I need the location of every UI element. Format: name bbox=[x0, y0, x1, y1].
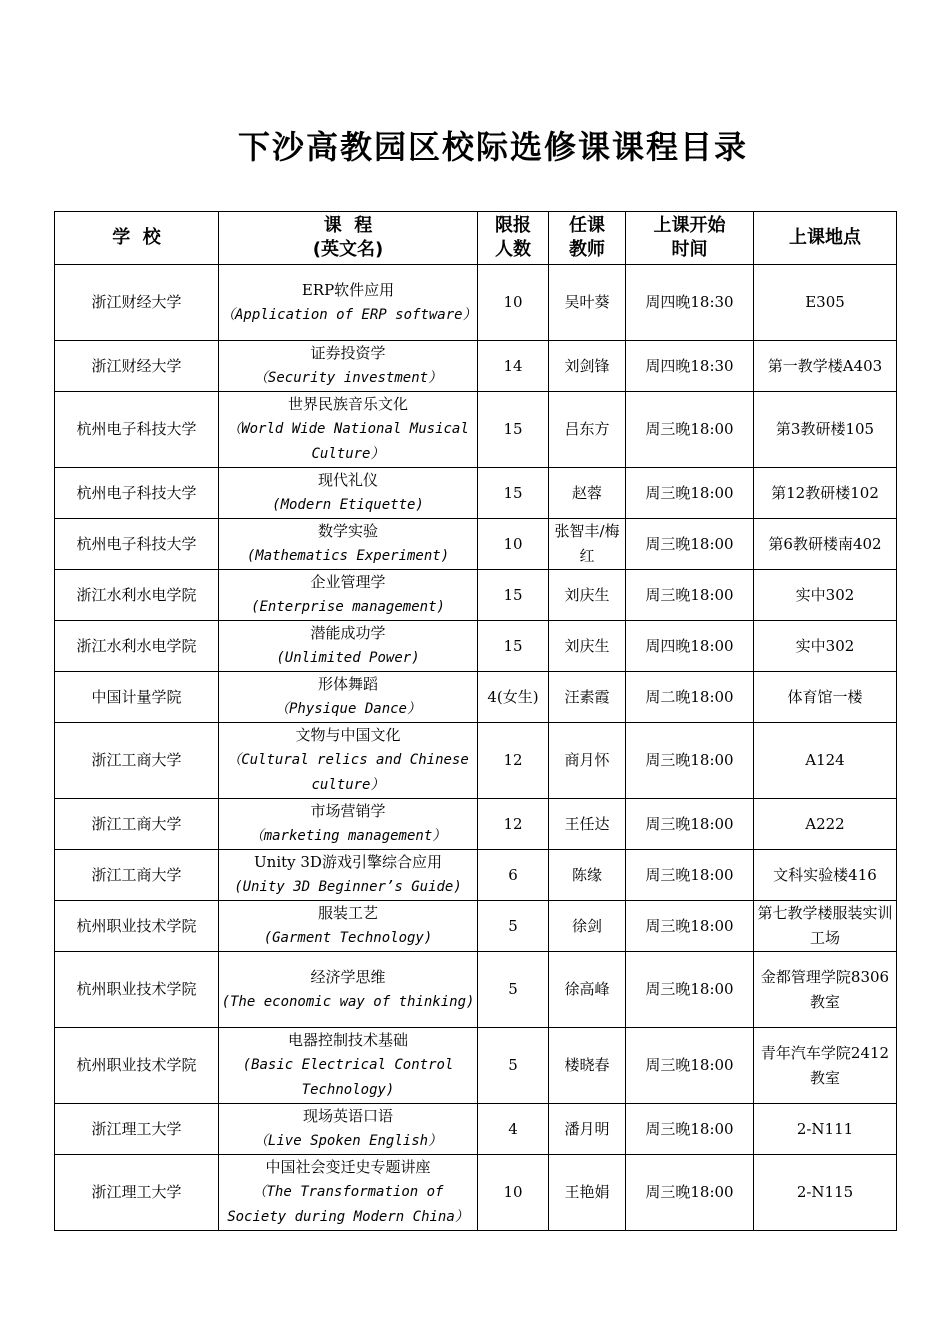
header-limit bbox=[478, 212, 549, 265]
header-course bbox=[219, 212, 478, 265]
location-cell: 金都管理学院8306教室 bbox=[754, 952, 897, 1028]
course-cell bbox=[219, 799, 478, 850]
limit-cell: 15 bbox=[478, 570, 549, 621]
limit-cell: 10 bbox=[478, 265, 549, 341]
location-cell: 2-N111 bbox=[754, 1104, 897, 1155]
course-name-cn: 企业管理学 bbox=[310, 573, 386, 591]
time-cell: 周三晚18:00 bbox=[626, 1028, 754, 1104]
course-name-en: （marketing management） bbox=[249, 828, 447, 844]
table-row bbox=[55, 341, 897, 392]
school-cell: 浙江理工大学 bbox=[55, 1104, 219, 1155]
course-name-cn: 服装工艺 bbox=[317, 904, 378, 922]
time-cell: 周三晚18:00 bbox=[626, 570, 754, 621]
time-cell: 周三晚18:00 bbox=[626, 1155, 754, 1231]
table-row bbox=[55, 672, 897, 723]
teacher-cell: 潘月明 bbox=[549, 1104, 626, 1155]
course-name-en: （Physique Dance） bbox=[274, 701, 421, 717]
table-row bbox=[55, 952, 897, 1028]
school-cell: 浙江工商大学 bbox=[55, 850, 219, 901]
course-name-cn: 证券投资学 bbox=[310, 344, 386, 362]
course-name-cn: Unity 3D游戏引擎综合应用 bbox=[254, 853, 442, 871]
teacher-cell: 刘剑锋 bbox=[549, 341, 626, 392]
time-cell: 周三晚18:00 bbox=[626, 723, 754, 799]
course-cell bbox=[219, 901, 478, 952]
course-name-cn: 文物与中国文化 bbox=[295, 726, 401, 744]
header-time-line1: 上课开始 bbox=[653, 215, 726, 236]
course-name-en: (Enterprise management) bbox=[251, 599, 445, 615]
course-name-en: (Unlimited Power) bbox=[276, 650, 420, 666]
teacher-cell: 刘庆生 bbox=[549, 621, 626, 672]
location-cell: E305 bbox=[754, 265, 897, 341]
teacher-cell: 徐剑 bbox=[549, 901, 626, 952]
course-name-en: (Unity 3D Beginner’s Guide) bbox=[234, 879, 462, 895]
location-cell: A124 bbox=[754, 723, 897, 799]
table-row bbox=[55, 519, 897, 570]
location-cell: 第七教学楼服装实训工场 bbox=[754, 901, 897, 952]
table-row bbox=[55, 799, 897, 850]
course-name-en: (The economic way of thinking) bbox=[221, 993, 475, 1010]
course-cell bbox=[219, 952, 478, 1028]
course-name-en: (Garment Technology) bbox=[263, 930, 433, 946]
school-cell: 中国计量学院 bbox=[55, 672, 219, 723]
limit-cell: 4 bbox=[478, 1104, 549, 1155]
header-course-line1: 课 程 bbox=[323, 215, 373, 236]
course-name-cn: 经济学思维 bbox=[310, 967, 386, 986]
location-cell: 青年汽车学院2412教室 bbox=[754, 1028, 897, 1104]
time-cell: 周三晚18:00 bbox=[626, 468, 754, 519]
school-cell: 浙江水利水电学院 bbox=[55, 570, 219, 621]
limit-cell: 10 bbox=[478, 1155, 549, 1231]
table-row bbox=[55, 723, 897, 799]
teacher-cell: 陈缘 bbox=[549, 850, 626, 901]
course-name-cn: 数学实验 bbox=[317, 522, 378, 540]
course-cell bbox=[219, 621, 478, 672]
course-cell bbox=[219, 850, 478, 901]
limit-cell: 12 bbox=[478, 799, 549, 850]
time-cell: 周三晚18:00 bbox=[626, 799, 754, 850]
limit-cell: 5 bbox=[478, 901, 549, 952]
page-title: 下沙高教园区校际选修课课程目录 bbox=[237, 128, 748, 166]
course-name-en: （Live Spoken English） bbox=[253, 1133, 443, 1149]
course-name-en: (Basic Electrical Control Technology) bbox=[242, 1057, 454, 1098]
header-teacher-line1: 任课 bbox=[569, 215, 605, 236]
school-cell: 浙江财经大学 bbox=[55, 341, 219, 392]
header-time-line2: 时间 bbox=[671, 239, 708, 260]
header-school: 学 校 bbox=[55, 212, 219, 265]
course-cell bbox=[219, 392, 478, 468]
course-name-cn: 电器控制技术基础 bbox=[287, 1031, 408, 1049]
time-cell: 周二晚18:00 bbox=[626, 672, 754, 723]
course-cell bbox=[219, 519, 478, 570]
header-location: 上课地点 bbox=[754, 212, 897, 265]
header-teacher bbox=[549, 212, 626, 265]
location-cell: 第6教研楼南402 bbox=[754, 519, 897, 570]
school-cell: 浙江水利水电学院 bbox=[55, 621, 219, 672]
teacher-cell: 楼晓春 bbox=[549, 1028, 626, 1104]
limit-cell: 15 bbox=[478, 392, 549, 468]
course-cell bbox=[219, 341, 478, 392]
time-cell: 周三晚18:00 bbox=[626, 519, 754, 570]
limit-cell: 4(女生) bbox=[478, 672, 549, 723]
table-header-row bbox=[55, 212, 897, 265]
school-cell: 杭州电子科技大学 bbox=[55, 392, 219, 468]
limit-cell: 10 bbox=[478, 519, 549, 570]
course-name-cn: 潜能成功学 bbox=[310, 624, 386, 642]
course-cell bbox=[219, 468, 478, 519]
limit-cell: 15 bbox=[478, 468, 549, 519]
table-row bbox=[55, 570, 897, 621]
header-time bbox=[626, 212, 754, 265]
table-row bbox=[55, 265, 897, 341]
teacher-cell: 汪素霞 bbox=[549, 672, 626, 723]
header-limit-line1: 限报 bbox=[495, 215, 531, 236]
school-cell: 浙江工商大学 bbox=[55, 799, 219, 850]
course-name-cn: 世界民族音乐文化 bbox=[287, 395, 408, 413]
teacher-cell: 吴叶葵 bbox=[549, 265, 626, 341]
table-row bbox=[55, 1028, 897, 1104]
course-cell bbox=[219, 1104, 478, 1155]
limit-cell: 6 bbox=[478, 850, 549, 901]
school-cell: 浙江财经大学 bbox=[55, 265, 219, 341]
teacher-cell: 徐高峰 bbox=[549, 952, 626, 1028]
teacher-cell: 王任达 bbox=[549, 799, 626, 850]
time-cell: 周四晚18:30 bbox=[626, 265, 754, 341]
teacher-cell: 王艳娟 bbox=[549, 1155, 626, 1231]
school-cell: 杭州电子科技大学 bbox=[55, 468, 219, 519]
time-cell: 周三晚18:00 bbox=[626, 952, 754, 1028]
course-cell bbox=[219, 1028, 478, 1104]
course-name-en: （The Transformation of Society during Modern China） bbox=[227, 1184, 469, 1225]
limit-cell: 14 bbox=[478, 341, 549, 392]
time-cell: 周四晚18:30 bbox=[626, 341, 754, 392]
school-cell: 杭州电子科技大学 bbox=[55, 519, 219, 570]
table-row bbox=[55, 901, 897, 952]
school-cell: 杭州职业技术学院 bbox=[55, 1028, 219, 1104]
time-cell: 周三晚18:00 bbox=[626, 1104, 754, 1155]
course-name-en: （Cultural relics and Chinese culture） bbox=[227, 752, 469, 793]
school-cell: 浙江理工大学 bbox=[55, 1155, 219, 1231]
time-cell: 周四晚18:00 bbox=[626, 621, 754, 672]
course-name-cn: ERP软件应用 bbox=[301, 280, 395, 299]
teacher-cell: 刘庆生 bbox=[549, 570, 626, 621]
course-cell bbox=[219, 723, 478, 799]
table-row bbox=[55, 1155, 897, 1231]
course-name-cn: 市场营销学 bbox=[310, 802, 386, 820]
limit-cell: 5 bbox=[478, 952, 549, 1028]
table-row bbox=[55, 392, 897, 468]
time-cell: 周三晚18:00 bbox=[626, 392, 754, 468]
school-cell: 杭州职业技术学院 bbox=[55, 952, 219, 1028]
location-cell: 第12教研楼102 bbox=[754, 468, 897, 519]
table-row bbox=[55, 1104, 897, 1155]
teacher-cell: 商月怀 bbox=[549, 723, 626, 799]
header-teacher-line2: 教师 bbox=[569, 239, 605, 260]
school-cell: 杭州职业技术学院 bbox=[55, 901, 219, 952]
location-cell: 第一教学楼A403 bbox=[754, 341, 897, 392]
course-name-en: (Mathematics Experiment) bbox=[246, 548, 450, 564]
location-cell: 体育馆一楼 bbox=[754, 672, 897, 723]
course-name-cn: 现场英语口语 bbox=[302, 1107, 393, 1125]
location-cell: 实中302 bbox=[754, 570, 897, 621]
time-cell: 周三晚18:00 bbox=[626, 850, 754, 901]
course-cell bbox=[219, 265, 478, 341]
time-cell: 周三晚18:00 bbox=[626, 901, 754, 952]
location-cell: A222 bbox=[754, 799, 897, 850]
course-name-cn: 形体舞蹈 bbox=[317, 675, 378, 693]
limit-cell: 15 bbox=[478, 621, 549, 672]
header-course-line2: (英文名) bbox=[312, 239, 384, 260]
location-cell: 第3教研楼105 bbox=[754, 392, 897, 468]
table-row bbox=[55, 468, 897, 519]
teacher-cell: 赵蓉 bbox=[549, 468, 626, 519]
course-name-en: （Security investment） bbox=[253, 370, 443, 386]
course-name-cn: 现代礼仪 bbox=[317, 471, 378, 489]
table-row bbox=[55, 621, 897, 672]
course-cell bbox=[219, 570, 478, 621]
course-name-cn: 中国社会变迁史专题讲座 bbox=[265, 1158, 431, 1176]
course-cell bbox=[219, 672, 478, 723]
header-limit-line2: 人数 bbox=[495, 239, 531, 260]
location-cell: 文科实验楼416 bbox=[754, 850, 897, 901]
location-cell: 2-N115 bbox=[754, 1155, 897, 1231]
teacher-cell: 吕东方 bbox=[549, 392, 626, 468]
course-name-en: （Application of ERP software） bbox=[221, 306, 477, 323]
course-table bbox=[54, 211, 897, 1231]
teacher-cell: 张智丰/梅红 bbox=[549, 519, 626, 570]
course-cell bbox=[219, 1155, 478, 1231]
limit-cell: 5 bbox=[478, 1028, 549, 1104]
limit-cell: 12 bbox=[478, 723, 549, 799]
location-cell: 实中302 bbox=[754, 621, 897, 672]
course-name-en: （World Wide National Musical Culture） bbox=[227, 421, 469, 462]
school-cell: 浙江工商大学 bbox=[55, 723, 219, 799]
table-row bbox=[55, 850, 897, 901]
course-name-en: (Modern Etiquette) bbox=[272, 497, 424, 513]
